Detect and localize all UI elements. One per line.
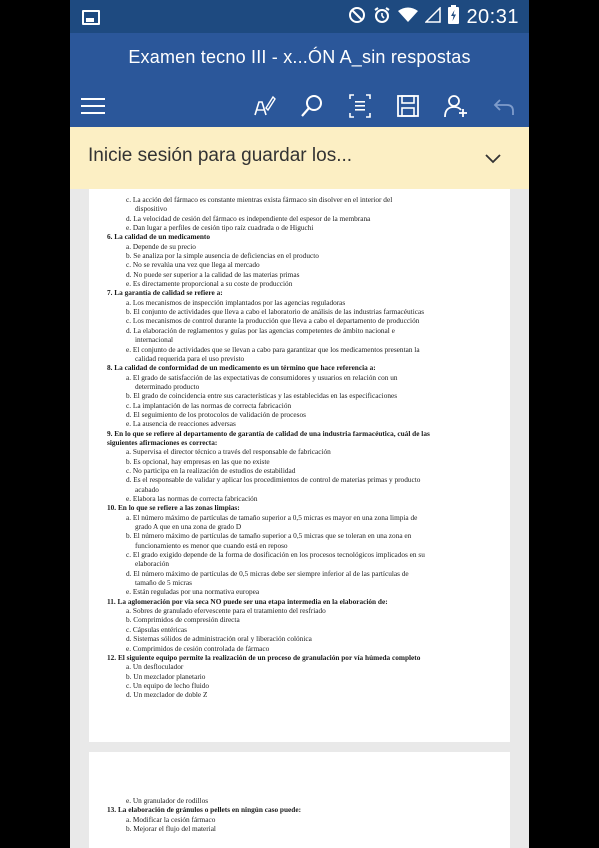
answer-option: a. El grado de satisfacción de las expectativas de consumidores y usuarios en relación con un (126, 372, 398, 382)
answer-option: d. Un mezclador de doble Z (126, 690, 208, 700)
answer-option: funcionamiento es menor que cuando está en reposo (135, 540, 288, 550)
save-icon[interactable] (395, 93, 421, 119)
answer-option: b. Se analiza por la simple ausencia de deficiencias en el producto (126, 251, 319, 261)
answer-option: b. El grado de coincidencia entre sus características y las establecidas en las especificaciones (126, 391, 398, 401)
answer-option: d. El número máximo de partículas de 0,5 micras debe ser siempre inferior al de las partículas de (126, 568, 409, 578)
search-icon[interactable] (299, 93, 325, 119)
battery-charging-icon (448, 5, 459, 29)
answer-option: c. La implantación de las normas de correcta fabricación (126, 400, 292, 410)
question-text: 12. El siguiente equipo permite la realización de un proceso de granulación por vía húmeda completo (107, 652, 421, 662)
question-text: 10. En lo que se refiere a las zonas limpias: (107, 503, 240, 513)
answer-option: c. La acción del fármaco es constante mientras exista fármaco sin disolver en el interior del (126, 195, 393, 204)
answer-option: e. La ausencia de reacciones adversas (126, 419, 236, 429)
answer-option: e. Un granulador de rodillos (126, 796, 209, 805)
question-text: 11. La aglomeración por vía seca NO puede ser una etapa intermedia en la elaboración de: (107, 596, 388, 606)
answer-option: c. Cápsulas entéricas (126, 624, 187, 634)
menu-icon[interactable] (80, 93, 106, 119)
answer-option: a. Depende de su precio (126, 241, 196, 251)
answer-option: d. No puede ser superior a la calidad de las materias primas (126, 269, 300, 279)
app-header (70, 33, 529, 127)
answer-option: e. Están reguladas por una normativa europea (126, 587, 260, 597)
answer-option: b. El número máximo de partículas de tamaño superior a 0,5 micras que se toleran en una zona en (126, 531, 412, 541)
question-text: siguientes afirmaciones es correcta: (107, 437, 218, 447)
answer-option: d. El seguimiento de los protocolos de validación de procesos (126, 409, 306, 419)
answer-option: b. Comprimidos de compresión directa (126, 615, 240, 625)
answer-option: e. El conjunto de actividades que se llevan a cabo para garantizar que los medicamentos presentan la (126, 344, 420, 354)
answer-option: determinado producto (135, 381, 200, 391)
answer-option: e. Dan lugar a perfiles de cesión tipo raíz cuadrada o de Higuchi (126, 223, 314, 233)
answer-option: dispositivo (135, 204, 168, 214)
chevron-down-icon[interactable] (485, 151, 501, 169)
signal-icon (425, 7, 441, 28)
document-view[interactable] (70, 189, 529, 848)
question-text: 13. La elaboración de gránulos o pellets en ningún caso puede: (107, 805, 301, 815)
document-page (89, 189, 510, 742)
page-content (107, 796, 498, 833)
page-content (107, 195, 498, 700)
answer-option: grado A que en una zona de grado D (135, 522, 242, 532)
answer-option: calidad requerida para el uso previsto (135, 353, 245, 363)
document-page (89, 752, 510, 848)
answer-option: d. La elaboración de reglamentos y guías por las agencias competentes de ámbito nacional e (126, 325, 395, 335)
answer-option: b. Mejorar el flujo del material (126, 824, 216, 834)
banner-text: Inicie sesión para guardar los... (88, 145, 353, 166)
pen-icon[interactable] (251, 93, 277, 119)
answer-option: a. Un desfloculador (126, 662, 184, 672)
question-text: 6. La calidad de un medicamento (107, 232, 210, 242)
answer-option: e. Elabora las normas de correcta fabricación (126, 494, 258, 503)
question-text: 7. La garantía de calidad se refiere a: (107, 288, 223, 298)
answer-option: c. Un equipo de lecho fluido (126, 680, 210, 690)
answer-option: a. Sobres de granulado efervescente para el tratamiento del resfriado (126, 606, 326, 616)
answer-option: a. Los mecanismos de inspección implantados por las agencias reguladoras (126, 297, 346, 307)
toolbar (70, 88, 529, 124)
answer-option: tamaño de 5 micras (135, 578, 192, 588)
answer-option: acabado (135, 484, 159, 494)
screenshot-icon (82, 10, 100, 25)
status-bar (70, 0, 529, 33)
answer-option: c. No participa en la realización de estudios de estabilidad (126, 465, 296, 475)
answer-option: b. Es opcional, hay empresas en las que no existe (126, 456, 270, 466)
answer-option: d. La velocidad de cesión del fármaco es independiente del espesor de la membrana (126, 213, 371, 223)
sign-in-banner[interactable] (70, 127, 529, 190)
do-not-disturb-icon (348, 6, 366, 29)
answer-option: c. No se revalúa una vez que llega al mercado (126, 260, 260, 270)
answer-option: b. Un mezclador planetario (126, 671, 206, 681)
undo-icon[interactable] (491, 93, 517, 119)
answer-option: c. El grado exigido depende de la forma de dosificación en los procesos tecnológicos implicados en su (126, 550, 425, 560)
answer-option: elaboración (135, 559, 170, 569)
answer-option: a. Supervisa el director técnico a través del responsable de fabricación (126, 447, 331, 457)
document-title[interactable]: Examen tecno III - x...ÓN A_sin respostas (128, 47, 471, 67)
reading-view-icon[interactable] (347, 93, 373, 119)
alarm-icon (373, 6, 391, 29)
answer-option: b. El conjunto de actividades que lleva a cabo el laboratorio de análisis de las industrias farmacéuticas (126, 307, 425, 317)
answer-option: internacional (135, 335, 174, 345)
answer-option: d. Sistemas sólidos de administración oral y liberación colónica (126, 634, 312, 644)
question-text: 8. La calidad de conformidad de un medicamento es un término que hace referencia a: (107, 363, 376, 373)
status-time: 20:31 (466, 5, 519, 28)
share-icon[interactable] (443, 93, 469, 119)
wifi-icon (398, 7, 418, 28)
phone-screen (70, 0, 529, 848)
answer-option: d. Es el responsable de validar y aplicar los procedimientos de control de materias primas y producto (126, 475, 421, 485)
question-text: 9. En lo que se refiere al departamento de garantía de calidad de una industria farmacéutica, cuál de las (107, 428, 430, 438)
answer-option: e. Es directamente proporcional a su coste de producción (126, 279, 293, 289)
answer-option: c. Los mecanismos de control durante la producción que lleva a cabo el departamento de producción (126, 316, 420, 326)
answer-option: a. El número máximo de partículas de tamaño superior a 0,5 micras es mayor en una zona limpia de (126, 512, 418, 522)
answer-option: e. Comprimidos de cesión controlada de fármaco (126, 643, 270, 653)
answer-option: a. Modificar la cesión fármaco (126, 814, 216, 824)
